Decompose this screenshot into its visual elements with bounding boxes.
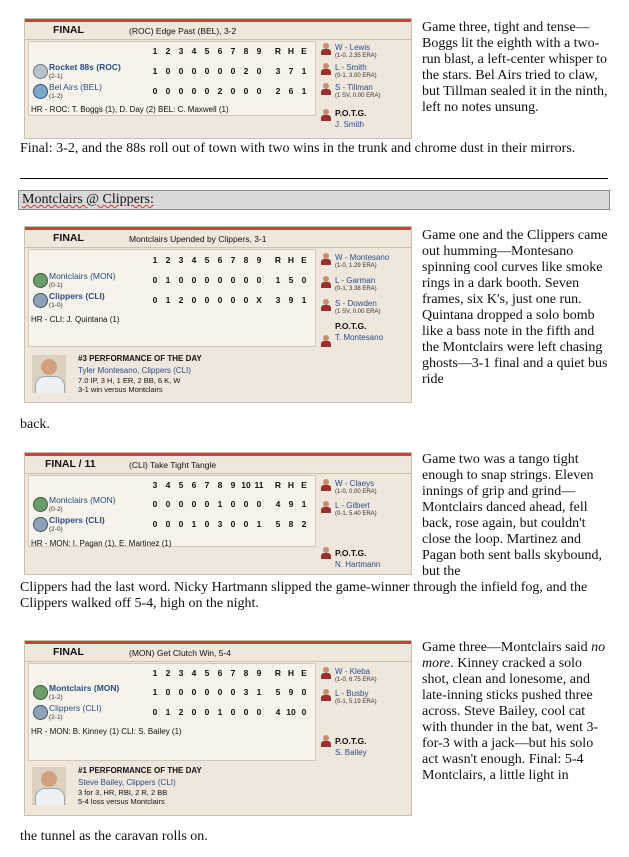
section-divider — [20, 178, 608, 179]
player-icon — [321, 547, 331, 559]
player-icon — [321, 83, 331, 95]
player-icon — [321, 63, 331, 75]
team-row-home — [49, 83, 102, 101]
bel-airs-logo-icon — [33, 84, 48, 99]
player-photo-icon — [32, 355, 66, 393]
montclairs-logo-icon — [33, 685, 48, 700]
team-row-away — [49, 496, 116, 514]
perf-title: #1 PERFORMANCE OF THE DAY — [78, 766, 202, 775]
card-header — [25, 456, 411, 474]
montclairs-logo-icon — [33, 497, 48, 512]
team-record: (2-1) — [49, 714, 63, 721]
player-icon — [321, 501, 331, 513]
recap-text-mon-cli-1-cont: back. — [20, 417, 50, 432]
team-record: (0-1) — [49, 282, 63, 289]
team-row-away — [49, 63, 121, 81]
perf-note: 3-1 win versus Montclairs — [78, 385, 163, 394]
player-icon — [321, 109, 331, 121]
recap-text-mon-cli-2: Game two was a tango tight enough to snap strings. Eleven innings of grip and grind—Montclairs danced ahead, fell back, rose again, but couldn't close the loop. Martinez and Pagan both sent balls skybound, but the — [422, 452, 603, 579]
team-name: Montclairs (MON) — [49, 683, 120, 693]
team-row-away — [49, 684, 119, 702]
player-icon — [321, 43, 331, 55]
team-row-home — [49, 516, 105, 534]
team-name: Clippers (CLI) — [49, 703, 102, 713]
perf-statline: 3 for 3, HR, RBI, 2 R, 2 BB — [78, 788, 168, 797]
recap-text-mon-cli-1: Game one and the Clippers came out humming—Montesano spinning cool curves like smoke rings in a dark booth. Seven frames, six K's, just one run. Quintana dropped a solo bomb like a bass note in the fifth and the Montclairs were left chasing ghosts—3-1 final and a quiet bus ride — [422, 228, 608, 387]
team-name: Bel Airs (BEL) — [49, 82, 102, 92]
home-run-line: HR - MON: I. Pagan (1), E. Martinez (1) — [31, 539, 172, 548]
team-name: Montclairs (MON) — [49, 495, 116, 505]
home-run-line: HR - MON: B. Kinney (1) CLI: S. Bailey (1) — [31, 727, 182, 736]
team-record: (1-2) — [49, 93, 63, 100]
clippers-logo-icon — [33, 517, 48, 532]
recap-text-roc-bel: Game three, tight and tense—Boggs lit the eighth with a two-run blast, a left-center whisper to the stars. Bel Airs tried to claw, but Tillman sealed it in the ninth, left no notes unsung. — [422, 20, 608, 115]
team-row-home — [49, 704, 101, 722]
final-label: FINAL — [53, 646, 84, 658]
home-run-line: HR - CLI: J. Quintana (1) — [31, 315, 120, 324]
final-label: FINAL / 11 — [45, 458, 96, 470]
recap-text: Final: 3-2, and the 88s roll out of town with two wins in the trunk and chrome dust in their mirrors. — [20, 141, 576, 156]
card-header — [25, 644, 411, 662]
card-header — [25, 230, 411, 248]
recap-emphasis: no more — [422, 640, 606, 671]
perf-player: Steve Bailey, Clippers (CLI) — [78, 778, 176, 787]
perf-title: #3 PERFORMANCE OF THE DAY — [78, 354, 202, 363]
performance-of-the-day — [28, 353, 408, 399]
boxscore-card-mon-cli-2: FINAL / 11 (CLI) Take Tight Tangle 3 4 5 6 7 8 9 10 11 R H E Montclairs (MON) (0-2) 0 0 0 0 0 1 0 0 0 4 9 1 Clippers (CLI) (2-0) 0 0 0 1 0 3 0 0 1 5 8 2 HR - MON: I. Pagan (1), E. Martinez (1) W - Claeys (1-0, 0.00 ERA) L - Gilbert (0-1, 5.40 ERA) P.O.T.G. N. Hartmann — [24, 452, 412, 575]
card-header — [25, 22, 411, 40]
game-headline: (CLI) Take Tight Tangle — [129, 460, 217, 470]
player-icon — [321, 735, 331, 747]
perf-note: 5-4 loss versus Montclairs — [78, 797, 165, 806]
montclairs-logo-icon — [33, 273, 48, 288]
player-icon — [321, 299, 331, 311]
recap-text-part: . Kinney cracked a solo shot, clean and lonesome, and late-inning sticks pushed three across. Steve Bailey, cool cat with thunder in the bat, went 3-for-3 with a jack—but his solo act wasn't enough. Final: 5-4 Montclairs, a little light in — [422, 656, 599, 783]
clippers-logo-icon — [33, 293, 48, 308]
player-photo-icon — [32, 767, 66, 805]
team-name: Clippers (CLI) — [49, 291, 105, 301]
player-icon — [321, 276, 331, 288]
recap-text-roc-bel-cont — [20, 141, 610, 157]
boxscore-card-roc-bel: FINAL (ROC) Edge Past (BEL), 3-2 1 2 3 4 5 6 7 8 9 R H E Rocket 88s (ROC) (2-1) 1 0 0 0 0 0 0 2 0 3 7 1 Bel Airs (BEL) (1-2) 0 0 0 0 0 2 0 0 0 2 6 1 HR - ROC: T. Boggs (1), D. Day (2) BEL: C. Maxwell (1) W - Lewis (1-0, 2.35 ERA) L - Smith (0-1, 3.00 ERA) S - Tillman (1 SV, 0.00 ERA) P.O.T.G. J. Smith — [24, 18, 412, 139]
team-name: Montclairs (MON) — [49, 271, 116, 281]
player-icon — [321, 335, 331, 347]
rocket-88s-logo-icon — [33, 64, 48, 79]
game-headline: Montclairs Upended by Clippers, 3-1 — [129, 234, 267, 244]
final-label: FINAL — [53, 24, 84, 36]
perf-player: Tyler Montesano, Clippers (CLI) — [78, 366, 191, 375]
recap-text-part: Game three—Montclairs said — [422, 640, 588, 655]
game-headline: (MON) Get Clutch Win, 5-4 — [129, 648, 232, 658]
section-title — [18, 190, 610, 210]
team-name: Clippers (CLI) — [49, 515, 105, 525]
recap-text-mon-cli-3-cont: the tunnel as the caravan rolls on. — [20, 829, 208, 844]
player-icon — [321, 689, 331, 701]
recap-text-mon-cli-2-cont: Clippers had the last word. Nicky Hartmann slipped the game-winner through the infield fog, and the Clippers walked off 5-4, high on the night. — [20, 580, 588, 611]
game-headline: (ROC) Edge Past (BEL), 3-2 — [129, 26, 237, 36]
team-record: (1-2) — [49, 694, 63, 701]
player-icon — [321, 667, 331, 679]
team-row-home — [49, 292, 105, 310]
home-run-line: HR - ROC: T. Boggs (1), D. Day (2) BEL: C. Maxwell (1) — [31, 105, 229, 114]
recap-text-mon-cli-3 — [422, 640, 612, 784]
team-record: (0-2) — [49, 506, 63, 513]
boxscore-card-mon-cli-3: FINAL (MON) Get Clutch Win, 5-4 1 2 3 4 5 6 7 8 9 R H E Montclairs (MON) (1-2) 1 0 0 0 0 0 0 3 1 5 9 0 Clippers (CLI) (2-1) 0 1 2 0 0 1 0 0 0 4 10 0 HR - MON: B. Kinney (1) CLI: S. Bailey (1) W - Kleba (1-0, 6.75 ERA) L - Busby (0-1, 5.19 ERA) P.O.T.G. S. Bailey #1 PERFORMANCE OF THE DAY Steve Bailey, Clippers (CLI) 3 for 3, HR, RBI, 2 R, 2 BB 5-4 loss versus Montclairs — [24, 640, 412, 816]
final-label: FINAL — [53, 232, 84, 244]
player-icon — [321, 479, 331, 491]
team-record: (2-1) — [49, 73, 63, 80]
team-row-away — [49, 272, 116, 290]
section-title-text: Montclairs @ Clippers: — [22, 192, 154, 207]
team-record: (2-0) — [49, 526, 63, 533]
clippers-logo-icon — [33, 705, 48, 720]
team-record: (1-0) — [49, 302, 63, 309]
team-name: Rocket 88s (ROC) — [49, 62, 121, 72]
player-icon — [321, 253, 331, 265]
boxscore-card-mon-cli-1: FINAL Montclairs Upended by Clippers, 3-1 1 2 3 4 5 6 7 8 9 R H E Montclairs (MON) (0-1) 0 1 0 0 0 0 0 0 0 1 5 0 Clippers (CLI) (1-0) 0 1 2 0 0 0 0 0 X 3 9 1 HR - CLI: J. Quintana (1) W - Montesano (1-0, 1.29 ERA) L - Garman (0-1, 3.38 ERA) S - Dowden (1 SV, 0.00 ERA) P.O.T.G. T. Montesano #3 PERFORMANCE OF THE DAY Tyler Montesano, Clippers (CLI) 7.0 IP, 3 H, 1 ER, 2 BB, 6 K, W 3-1 win versus Montclairs — [24, 226, 412, 403]
perf-statline: 7.0 IP, 3 H, 1 ER, 2 BB, 6 K, W — [78, 376, 181, 385]
performance-of-the-day — [28, 765, 408, 811]
